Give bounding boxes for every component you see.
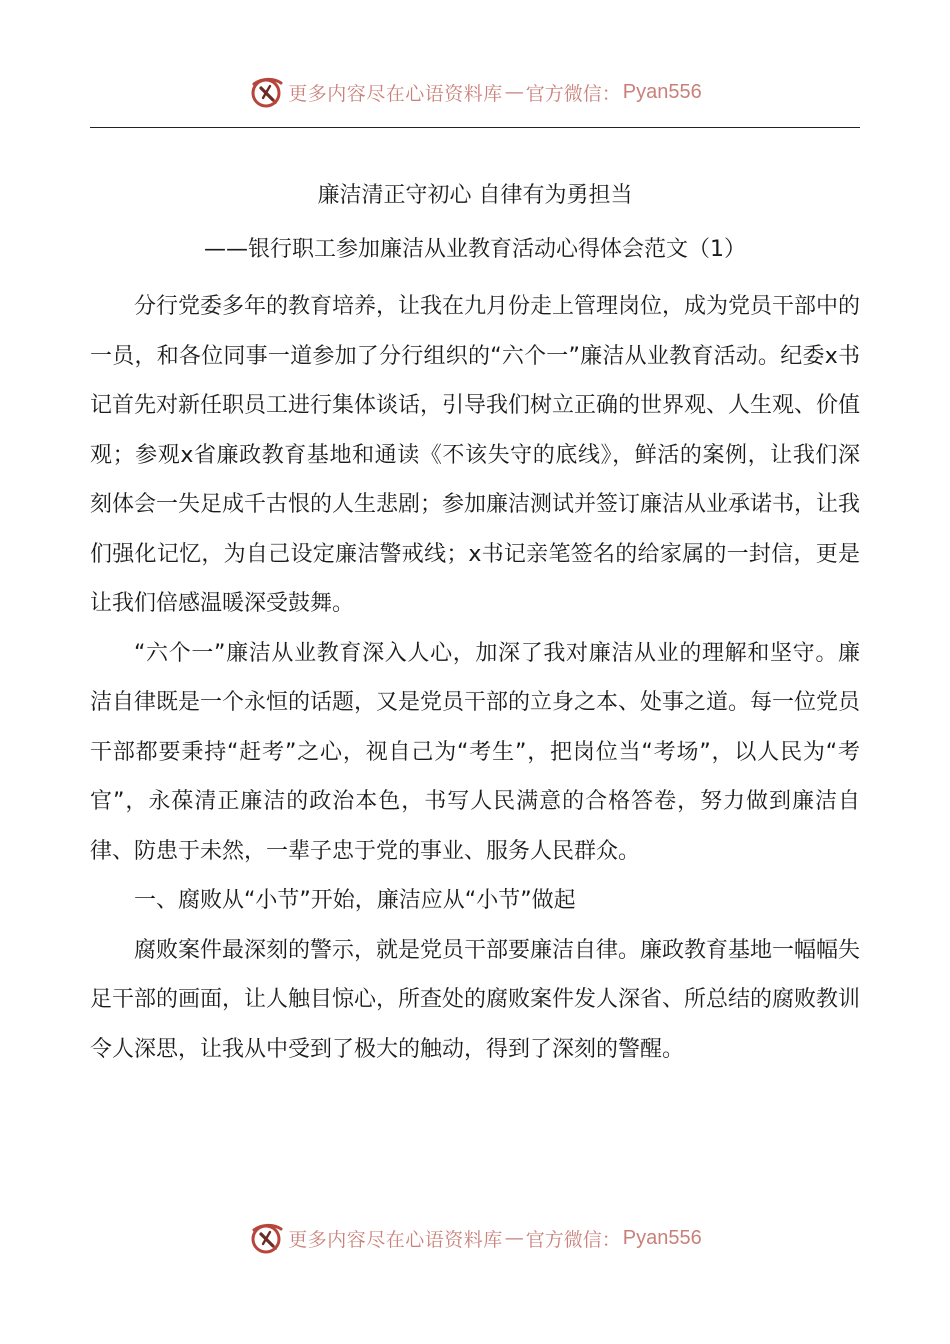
brand-logo-icon [248,74,284,110]
header-dash: — [504,81,524,103]
footer-logo-icon [248,1220,284,1256]
footer-brand [248,1220,702,1256]
paragraph-2: “六个一”廉洁从业教育深入人心，加深了我对廉洁从业的理解和坚守。廉洁自律既是一个永恒的话题，又是党员干部的立身之本、处事之道。每一位党员干部都要秉持“赶考”之心，视自己为“考生”，把岗位当“考场”，以人民为“考官”，永葆清正廉洁的政治本色，书写人民满意的合格答卷，努力做到廉洁自律、防患于未然，一辈子忠于党的事业、服务人民群众。 [90,640,861,864]
page-footer [0,1218,950,1258]
page-header [0,72,950,112]
document-subtitle: ——银行职工参加廉洁从业教育活动心得体会范文（1） [204,237,746,262]
footer-wechat-label: 官方微信： [525,1228,621,1251]
header-wechat-label: 官方微信： [525,82,621,105]
header-wechat-id: Pyan556 [622,80,702,103]
document-body [90,176,860,1074]
section-heading-1: 一、腐败从“小节”开始，廉洁应从“小节”做起 [134,888,576,913]
paragraph-3: 腐败案件最深刻的警示，就是党员干部要廉洁自律。廉政教育基地一幅幅失足干部的画面，让人触目惊心，所查处的腐败案件发人深省、所总结的腐败教训令人深思，让我从中受到了极大的触动，得到了深刻的警醒。 [90,937,861,1062]
document-title: 廉洁清正守初心 自律有为勇担当 [317,183,633,208]
footer-brand-text: 更多内容尽在心语资料库 [288,1228,503,1251]
header-divider [90,127,860,128]
header-brand-text: 更多内容尽在心语资料库 [288,82,503,105]
footer-wechat-id: Pyan556 [622,1226,702,1249]
footer-dash: — [504,1227,524,1249]
paragraph-1: 分行党委多年的教育培养，让我在九月份走上管理岗位，成为党员干部中的一员，和各位同事一道参加了分行组织的“六个一”廉洁从业教育活动。纪委x书记首先对新任职员工进行集体谈话，引导我们树立正确的世界观、人生观、价值观；参观x省廉政教育基地和通读《不该失守的底线》，鲜活的案例，让我们深刻体会一失足成千古恨的人生悲剧；参加廉洁测试并签订廉洁从业承诺书，让我们强化记忆，为自己设定廉洁警戒线；x书记亲笔签名的给家属的一封信，更是让我们倍感温暖深受鼓舞。 [90,294,861,616]
header-brand [248,74,702,110]
